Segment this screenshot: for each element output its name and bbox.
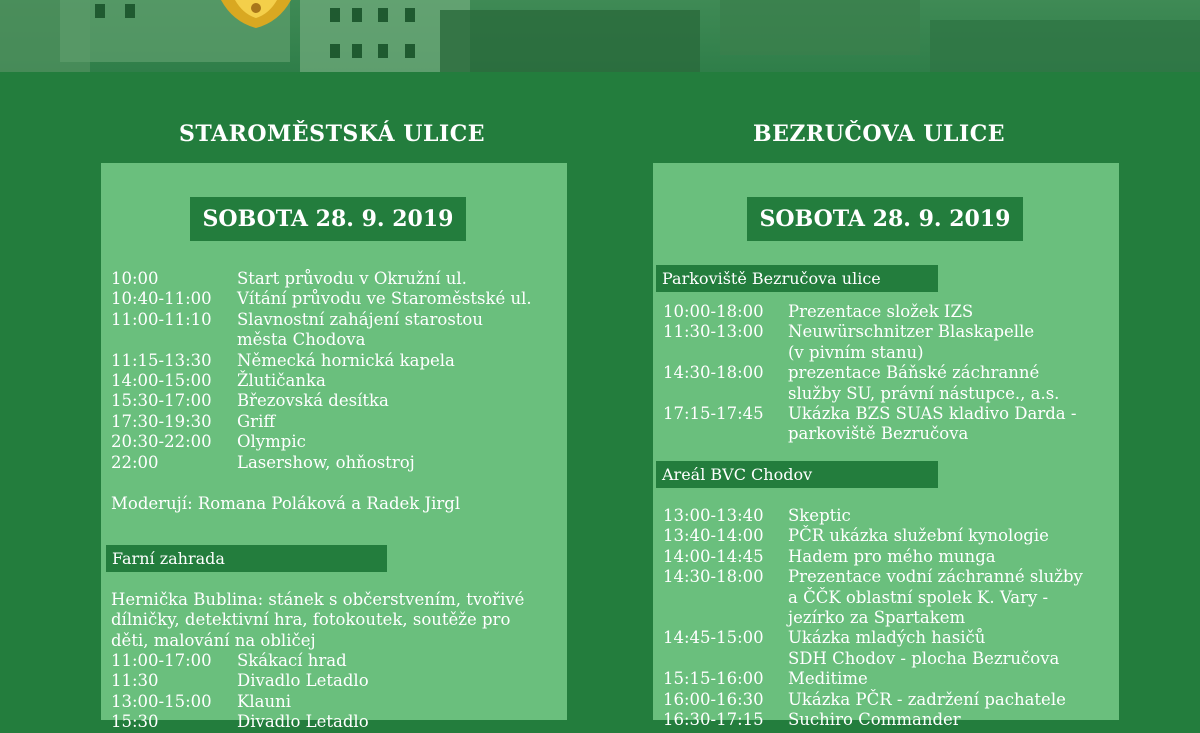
schedule-description: Vítání průvodu ve Staroměstské ul.	[237, 289, 532, 309]
left-column-title: STAROMĚSTSKÁ ULICE	[178, 121, 486, 147]
schedule-description: Olympic	[237, 432, 306, 452]
right-section-parkoviste: Parkoviště Bezručova ulice	[656, 265, 938, 292]
right-column-title: BEZRUČOVA ULICE	[753, 121, 1005, 147]
left-section-farni-zahrada: Farní zahrada	[106, 545, 387, 572]
schedule-time: 11:30	[111, 671, 159, 691]
right-panel	[653, 163, 1119, 729]
schedule-description: parkoviště Bezručova	[788, 424, 969, 444]
schedule-time: 11:00-11:10	[111, 309, 212, 329]
coat-of-arms-icon	[213, 0, 299, 30]
schedule-description: Ukázka BZS SUAS kladivo Darda -	[788, 404, 1077, 423]
schedule-time: 13:00-15:00	[111, 691, 212, 711]
schedule-time: 20:30-22:00	[111, 432, 212, 452]
left-panel	[101, 163, 567, 732]
schedule-time: 14:00-15:00	[111, 371, 212, 390]
schedule-time: 10:40-11:00	[111, 289, 212, 309]
schedule-description: PČR ukázka služební kynologie	[788, 526, 1049, 546]
schedule-description: Ukázka PČR - zadržení pachatele	[788, 689, 1066, 709]
schedule-time: 14:30-18:00	[663, 363, 764, 383]
schedule-time: 15:30-17:00	[111, 391, 212, 411]
schedule-description: (v pivním stanu)	[788, 342, 924, 362]
schedule-time: 11:30-13:00	[663, 322, 764, 342]
schedule-time: 15:15-16:00	[663, 669, 764, 689]
left-moderators: Moderují: Romana Poláková a Radek Jirgl	[111, 494, 461, 513]
right-section-areal-bvc: Areál BVC Chodov	[656, 461, 938, 488]
schedule-description: Start průvodu v Okružní ul.	[237, 269, 467, 288]
schedule-time: 16:30-17:15	[663, 710, 764, 729]
schedule-description: Březovská desítka	[237, 391, 389, 411]
schedule-description: Prezentace složek IZS	[788, 302, 974, 321]
schedule-description: města Chodova	[237, 330, 366, 350]
schedule-time: 13:00-13:40	[663, 506, 764, 525]
schedule-description: Hadem pro mého munga	[788, 546, 996, 566]
schedule-description: Slavnostní zahájení starostou	[237, 309, 483, 329]
schedule-time: 14:45-15:00	[663, 628, 764, 648]
schedule-description: prezentace Báňské záchranné	[788, 363, 1040, 383]
schedule-description: a ČČK oblastní spolek K. Vary -	[788, 587, 1049, 607]
text-line: děti, malování na obličej	[111, 630, 316, 650]
right-date-box: SOBOTA 28. 9. 2019	[747, 197, 1023, 241]
schedule-time: 10:00	[111, 269, 159, 288]
schedule-time: 15:30	[111, 712, 159, 732]
schedule-description: Žlutičanka	[237, 371, 326, 390]
left-date-box: SOBOTA 28. 9. 2019	[190, 197, 466, 241]
schedule-description: jezírko za Spartakem	[788, 607, 966, 627]
schedule-time: 13:40-14:00	[663, 526, 764, 546]
schedule-time: 11:15-13:30	[111, 350, 212, 370]
schedule-description: Klauni	[237, 691, 291, 711]
schedule-description: Divadlo Letadlo	[237, 712, 369, 732]
schedule-time: 17:30-19:30	[111, 411, 212, 431]
schedule-time: 17:15-17:45	[663, 404, 764, 423]
schedule-time: 14:00-14:45	[663, 546, 764, 566]
schedule-description: Německá hornická kapela	[237, 350, 455, 370]
schedule-description: služby SU, právní nástupce., a.s.	[788, 383, 1060, 403]
schedule-time: 22:00	[111, 452, 159, 472]
schedule-description: Skeptic	[788, 506, 851, 525]
schedule-description: Ukázka mladých hasičů	[788, 628, 986, 648]
schedule-description: Skákací hrad	[237, 651, 347, 670]
schedule-description: Neuwürschnitzer Blaskapelle	[788, 322, 1035, 342]
text-line: dílničky, detektivní hra, fotokoutek, soutěže pro	[111, 610, 511, 630]
schedule-description: Griff	[237, 411, 276, 431]
header-photo	[0, 0, 1200, 72]
schedule-description: Divadlo Letadlo	[237, 671, 369, 691]
schedule-description: Prezentace vodní záchranné služby	[788, 567, 1083, 587]
schedule-time: 16:00-16:30	[663, 689, 764, 709]
text-line: Hernička Bublina: stánek s občerstvením, tvořivé	[111, 590, 525, 609]
schedule-time: 14:30-18:00	[663, 567, 764, 587]
schedule-time: 11:00-17:00	[111, 651, 212, 670]
schedule-description: Suchiro Commander	[788, 710, 961, 729]
schedule-description: Meditime	[788, 669, 868, 689]
schedule-description: SDH Chodov - plocha Bezručova	[788, 648, 1060, 668]
schedule-description: Lasershow, ohňostroj	[237, 452, 415, 472]
schedule-time: 10:00-18:00	[663, 302, 764, 321]
